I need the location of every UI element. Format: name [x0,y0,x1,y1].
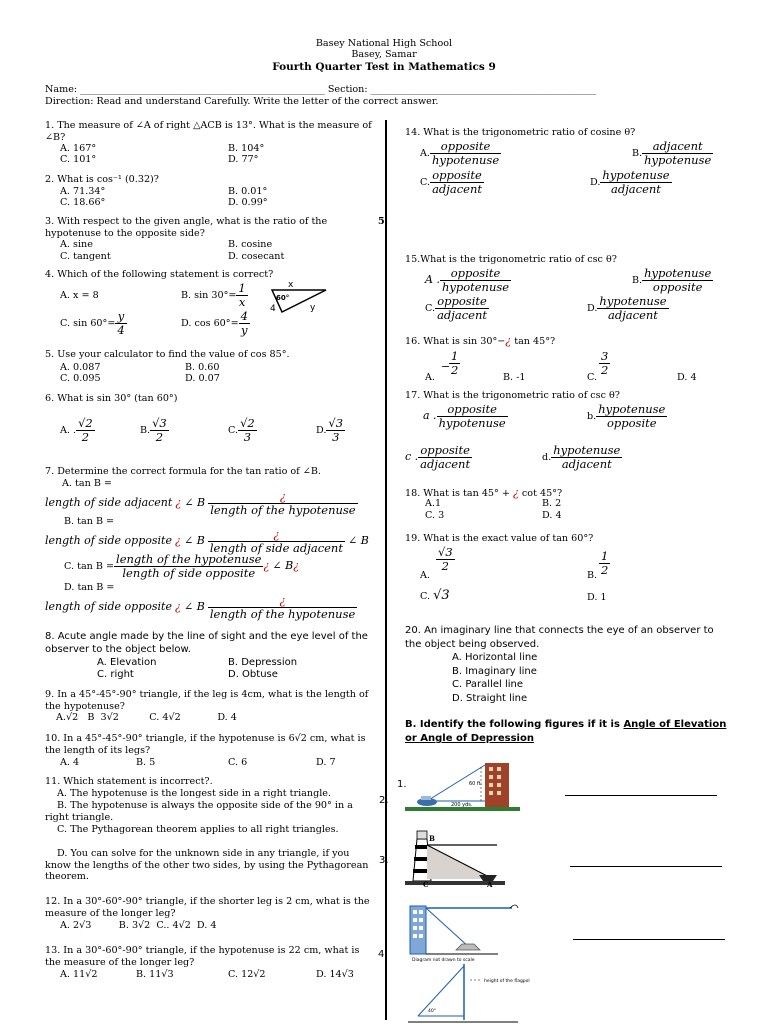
q4-b-numerator: 1 [238,281,246,295]
q1-option-a: A. 167° [60,143,97,154]
q19-b-numerator: 1 [601,549,609,563]
q18-stem-start: 18. What is tan 45° + [405,488,513,499]
q17-c-numerator: opposite [418,444,472,458]
answer-blank-3[interactable] [573,939,725,940]
car-icon [456,944,480,950]
q8-option-d: D. Obtuse [228,669,278,680]
q7-option-c-label: C. tan B = [64,561,115,572]
q17-option-d [542,444,622,471]
q16-option-d: D. 4 [677,372,697,383]
q4-option-c-label: C. sin 60°= [60,318,116,329]
q4-option-b [181,282,248,309]
q7-d-denominator: length of the hypotenuse [209,607,356,621]
q7-option-a-formula [45,490,358,517]
q5-option-b: B. 0.60 [185,362,220,373]
q6-d-denominator: 3 [332,430,340,444]
q6-option-d-label: D. [316,425,327,436]
q15-option-a [425,267,511,294]
q7-d-qmark: ¿ [175,600,181,613]
q7-a-angle: ∠ B [184,496,206,509]
q3-stem: 3. With respect to the given angle, what is the ratio of the hypotenuse to the opposite side? [45,216,328,239]
q7-c-tail: ∠ B [272,559,294,572]
q8-option-b: B. Depression [228,657,298,668]
q19-option-c-label: C. [420,591,431,602]
q19-stem: 19. What is the exact value of tan 60°? [405,533,594,544]
tri-label-x: x [288,280,294,290]
q15-d-denominator: adjacent [608,308,658,322]
q2-option-b: B. 0.01° [228,186,268,197]
q7-a-qmark: ¿ [175,496,182,509]
q7-option-d-label: D. tan B = [64,582,115,593]
q15-b-numerator: hypotenuse [644,266,712,280]
q11-option-d: D. You can solve for the unknown side in any triangle, if you know the lengths of the other two sides, by using the Pythagorean theorem. [45,848,369,882]
q10-option-c: C. 6 [228,757,248,768]
q7-option-a-label: A. tan B = [62,478,112,489]
q15-option-a-label: A . [425,273,440,286]
answer-blank-2[interactable] [570,866,722,867]
q11-stem: 11. Which statement is incorrect?. [45,776,213,787]
figure-3-number: 3. [379,855,389,866]
test-title: Fourth Quarter Test in Mathematics 9 [272,61,496,73]
q17-option-c [405,444,472,471]
q14-b-numerator: adjacent [642,140,713,154]
q7-b-denominator: length of side adjacent [209,541,343,555]
q8-stem: 8. Acute angle made by the line of sight and the eye level of the observer to the object below. [45,631,368,655]
q7-b-tail: ∠ B [348,534,369,547]
tri-label-60: 60° [276,294,290,302]
q8-option-c: C. right [97,669,134,680]
q17-stem: 17. What is the trigonometric ratio of csc θ? [405,390,620,401]
q17-a-numerator: opposite [437,403,508,417]
figure-4-number: 4. [378,949,388,960]
q16-stem-end: tan 45°? [511,336,556,347]
q17-a-denominator: hypotenuse [438,416,506,430]
q1-option-d: D. 77° [228,154,259,165]
answer-blank-1[interactable] [565,795,717,796]
q14-option-b [632,140,713,167]
q15-c-numerator: opposite [435,295,489,309]
q4-stem: 4. Which of the following statement is correct? [45,269,274,280]
q1-stem: 1. The measure of ∠A of right △ACB is 13°. What is the measure of ∠B? [45,120,372,143]
q5-option-c: C. 0.095 [60,373,101,384]
q14-c-numerator: opposite [430,169,484,183]
q7-a-line: length of side adjacent [45,496,173,509]
q6-a-numerator: √2 [78,416,93,430]
q3-option-a: A. sine [60,239,93,250]
q13-option-d: D. 14√3 [316,969,354,980]
q4-b-denominator: x [238,295,246,309]
q18-option-d: D. 4 [542,510,562,521]
q16-stem [405,334,555,347]
q4-c-denominator: 4 [117,323,125,337]
figure-1-number: 1. [397,779,407,790]
school-name: Basey National High School [315,38,453,49]
q4-option-a: A. x = 8 [60,290,99,301]
q6-b-numerator: √3 [152,416,167,430]
q1-option-b: B. 104° [228,143,265,154]
q10-option-a: A. 4 [60,757,80,768]
q16-stem-start: 16. What is sin 30°− [405,336,506,347]
tri-label-4: 4 [270,304,276,314]
q14-stem: 14. What is the trigonometric ratio of cosine θ? [405,127,636,138]
q7-b-numerator: ¿ [208,528,345,542]
q4-option-c [60,310,127,337]
q4-option-d [181,310,250,337]
q6-d-numerator: √3 [328,416,344,430]
q13-option-c: C. 12√2 [228,969,266,980]
q3-option-b: B. cosine [228,239,273,250]
q12-options: A. 2√3 B. 3√2 C.. 4√2 D. 4 [60,920,217,931]
q14-b-denominator: hypotenuse [644,153,712,167]
fig4-angle: 40° [428,1009,436,1014]
q6-option-a-label: A. . [60,425,77,436]
q4-d-numerator: 4 [240,309,248,323]
q17-d-numerator: hypotenuse [553,443,621,457]
q16-c-numerator: 3 [601,349,609,363]
q7-d-numerator: ¿ [208,594,357,608]
q3-option-c: C. tangent [60,251,111,262]
q20-stem: 20. An imaginary line that connects the eye of an observer to the object being observed. [405,625,714,650]
q17-option-a [423,403,508,430]
q16-option-c-label: C. [587,372,598,383]
q14-c-denominator: adjacent [432,182,482,196]
q17-option-b-label: b. [587,411,597,422]
q15-a-numerator: opposite [440,267,511,281]
q6-c-numerator: √2 [240,416,255,430]
q7-b-angle: ∠ B [184,534,205,547]
q7-option-b-formula [45,528,369,555]
q19-option-d: D. 1 [587,592,607,603]
q19-option-c [420,588,450,603]
q7-c-denominator: length of side opposite [122,566,256,580]
q17-option-d-label: d. [542,452,552,463]
q7-b-line: length of side opposite [45,534,172,547]
q4-option-b-label: B. sin 30°= [181,290,237,301]
figure-3-building-car-diagram [408,900,520,962]
q14-a-denominator: hypotenuse [431,153,500,167]
q20-option-c: C. Parallel line [452,679,524,690]
q16-a-sign: − [441,360,451,373]
q6-option-a [60,417,95,444]
q15-option-c [425,295,489,322]
q7-option-d-formula [45,594,357,621]
q20-option-d: D. Straight line [452,693,528,704]
q19-b-denominator: 2 [601,563,609,577]
q6-option-d [316,417,345,444]
q8-option-a: A. Elevation [97,657,157,668]
q15-option-b-label: B. [632,275,643,286]
q18-stem-qmark: ¿ [512,486,519,499]
q15-c-denominator: adjacent [437,308,487,322]
q19-a-numerator: √3 [438,545,453,559]
q4-option-d-label: D. cos 60°= [181,318,239,329]
q4-triangle-diagram [264,278,336,318]
fig2-label-C: C [423,880,429,887]
q16-option-a-label: A. [425,372,435,383]
q15-a-denominator: hypotenuse [441,280,510,294]
q17-b-numerator: hypotenuse [598,402,666,416]
q7-c-qmark2: ¿ [293,559,300,572]
q7-stem: 7. Determine the correct formula for the tan ratio of ∠B. [45,466,321,477]
q7-option-c [64,553,299,580]
q15-option-d [587,295,669,322]
part-b-intro: B. Identify the following figures if it is [405,719,624,730]
q7-c-numerator: length of the hypotenuse [116,552,262,566]
line-of-sight [418,966,464,1016]
q6-b-denominator: 2 [155,430,164,444]
q13-option-b: B. 11√3 [136,969,174,980]
q7-c-qmark: ¿ [263,559,270,572]
q10-stem: 10. In a 45°-45°-90° triangle, if the hypotenuse is 6√2 cm, what is the length of its legs? [45,733,366,756]
q2-stem: 2. What is cos⁻¹ (0.32)? [45,174,159,185]
q17-d-denominator: adjacent [561,457,612,471]
stray-number-5: 5. [378,216,389,227]
q17-c-denominator: adjacent [420,457,471,471]
q19-option-a-label: A. [420,570,430,581]
q6-option-b [140,417,169,444]
fig1-height-label: 60 ft. [469,781,483,787]
fig3-caption: Diagram not drawn to scale [412,958,475,962]
q5-option-a: A. 0.087 [60,362,101,373]
q11-option-c: C. The Pythagorean theorem applies to all right triangles. [57,824,339,835]
q19-c-value: √3 [433,588,450,603]
q11-option-a: A. The hypotenuse is the longest side in a right triangle. [57,788,332,799]
part-b-instructions [405,718,735,746]
q6-option-c [228,417,257,444]
q17-option-b [587,403,667,430]
q19-a-denominator: 2 [441,559,449,573]
q15-option-d-label: D. [587,303,598,314]
q18-option-c: C. 3 [425,510,445,521]
q4-c-numerator: y [115,310,126,324]
q20-option-a: A. Horizontal line [452,652,538,663]
q14-option-d [590,169,672,196]
fig2-label-A: A [487,880,493,887]
q12-stem: 12. In a 30°-60°-90° triangle, if the shorter leg is 2 cm, what is the measure of the longer leg? [45,896,370,919]
q5-option-d: D. 0.07 [185,373,220,384]
name-section-line: Name: ___________________________________________________ Section: _______________________________________________ [45,84,597,95]
q16-a-numerator: 1 [451,349,459,363]
q2-option-d: D. 0.99° [228,197,268,208]
column-divider [385,120,387,1020]
q6-stem: 6. What is sin 30° (tan 60°) [45,393,178,404]
q14-option-a [420,140,501,167]
q2-option-a: A. 71.34° [60,186,106,197]
q4-d-denominator: y [241,323,248,337]
q15-b-denominator: opposite [652,280,703,294]
q17-option-a-label: a . [423,409,437,422]
q2-option-c: C. 18.66° [60,197,106,208]
q11-option-b: B. The hypotenuse is always the opposite side of the 90° in a right triangle. [45,800,353,823]
q6-option-b-label: B. [140,425,151,436]
q7-b-qmark: ¿ [175,534,181,547]
q17-b-denominator: opposite [606,416,657,430]
q9-stem: 9. In a 45°-45°-90° triangle, if the leg is 4cm, what is the length of the hypotenuse? [45,689,369,712]
q1-option-c: C. 101° [60,154,97,165]
q13-stem: 13. In a 30°-60°-90° triangle, if the hypotenuse is 22 cm, what is the measure of the longer leg? [45,945,360,968]
q13-option-a: A. 11√2 [60,969,98,980]
q9-options: A.√2 B 3√2 C. 4√2 D. 4 [56,712,237,723]
figure-4-flagpole-diagram [408,962,558,1024]
q15-stem: 15.What is the trigonometric ratio of csc θ? [405,254,617,265]
q10-option-d: D. 7 [316,757,336,768]
q14-option-c-label: C. [420,177,431,188]
line-of-sight [426,908,470,948]
q15-option-b [632,267,713,294]
q14-d-denominator: adjacent [611,182,661,196]
q6-c-denominator: 3 [243,430,252,444]
figure-2-lighthouse-diagram [405,825,505,887]
fig4-caption: height of the flagpol [484,979,530,984]
q7-d-line: length of side opposite [45,600,172,613]
q14-d-numerator: hypotenuse [602,168,670,182]
q15-option-c-label: C. [425,303,436,314]
q18-option-a: A.1 [425,498,442,509]
q14-option-b-label: B. [632,148,643,159]
school-place: Basey, Samar [351,49,417,60]
q6-option-c-label: C. [228,425,239,436]
q14-option-d-label: D. [590,177,601,188]
q14-option-a-label: A. [420,148,430,159]
directions: Direction: Read and understand Carefully. Write the letter of the correct answer. [45,96,439,107]
q7-a-denominator: length of the hypotenuse [210,503,356,517]
q16-c-denominator: 2 [601,363,609,377]
q5-stem: 5. Use your calculator to find the value of cos 85°. [45,349,290,360]
figure-2-number: 2. [379,795,389,806]
q15-d-numerator: hypotenuse [599,294,667,308]
tri-label-y: y [310,303,316,313]
q20-option-b: B. Imaginary line [452,666,537,677]
q17-option-c-label: c . [405,450,419,463]
q7-a-numerator: ¿ [208,490,357,504]
q14-a-numerator: opposite [430,140,501,154]
q6-a-denominator: 2 [81,430,90,444]
q7-option-b-label: B. tan B = [64,516,115,527]
fig1-distance-label: 200 yds. [451,802,473,808]
q19-option-b-label: B. [587,570,598,581]
building-icon [410,906,426,954]
q10-option-b: B. 5 [136,757,156,768]
q14-option-c [420,169,484,196]
q3-option-d: D. cosecant [228,251,285,262]
q16-a-denominator: 2 [451,363,459,377]
figure-1-building-diagram [405,755,520,811]
q7-d-angle: ∠ B [184,600,205,613]
q16-option-b: B. -1 [503,372,526,383]
fig2-label-B: B [429,834,435,843]
q16-stem-qmark: ¿ [505,334,512,347]
q18-option-b: B. 2 [542,498,562,509]
part-b-underlined: Angle of Elevation or Angle of Depression [405,719,727,744]
q18-stem-end: cot 45°? [518,488,563,499]
